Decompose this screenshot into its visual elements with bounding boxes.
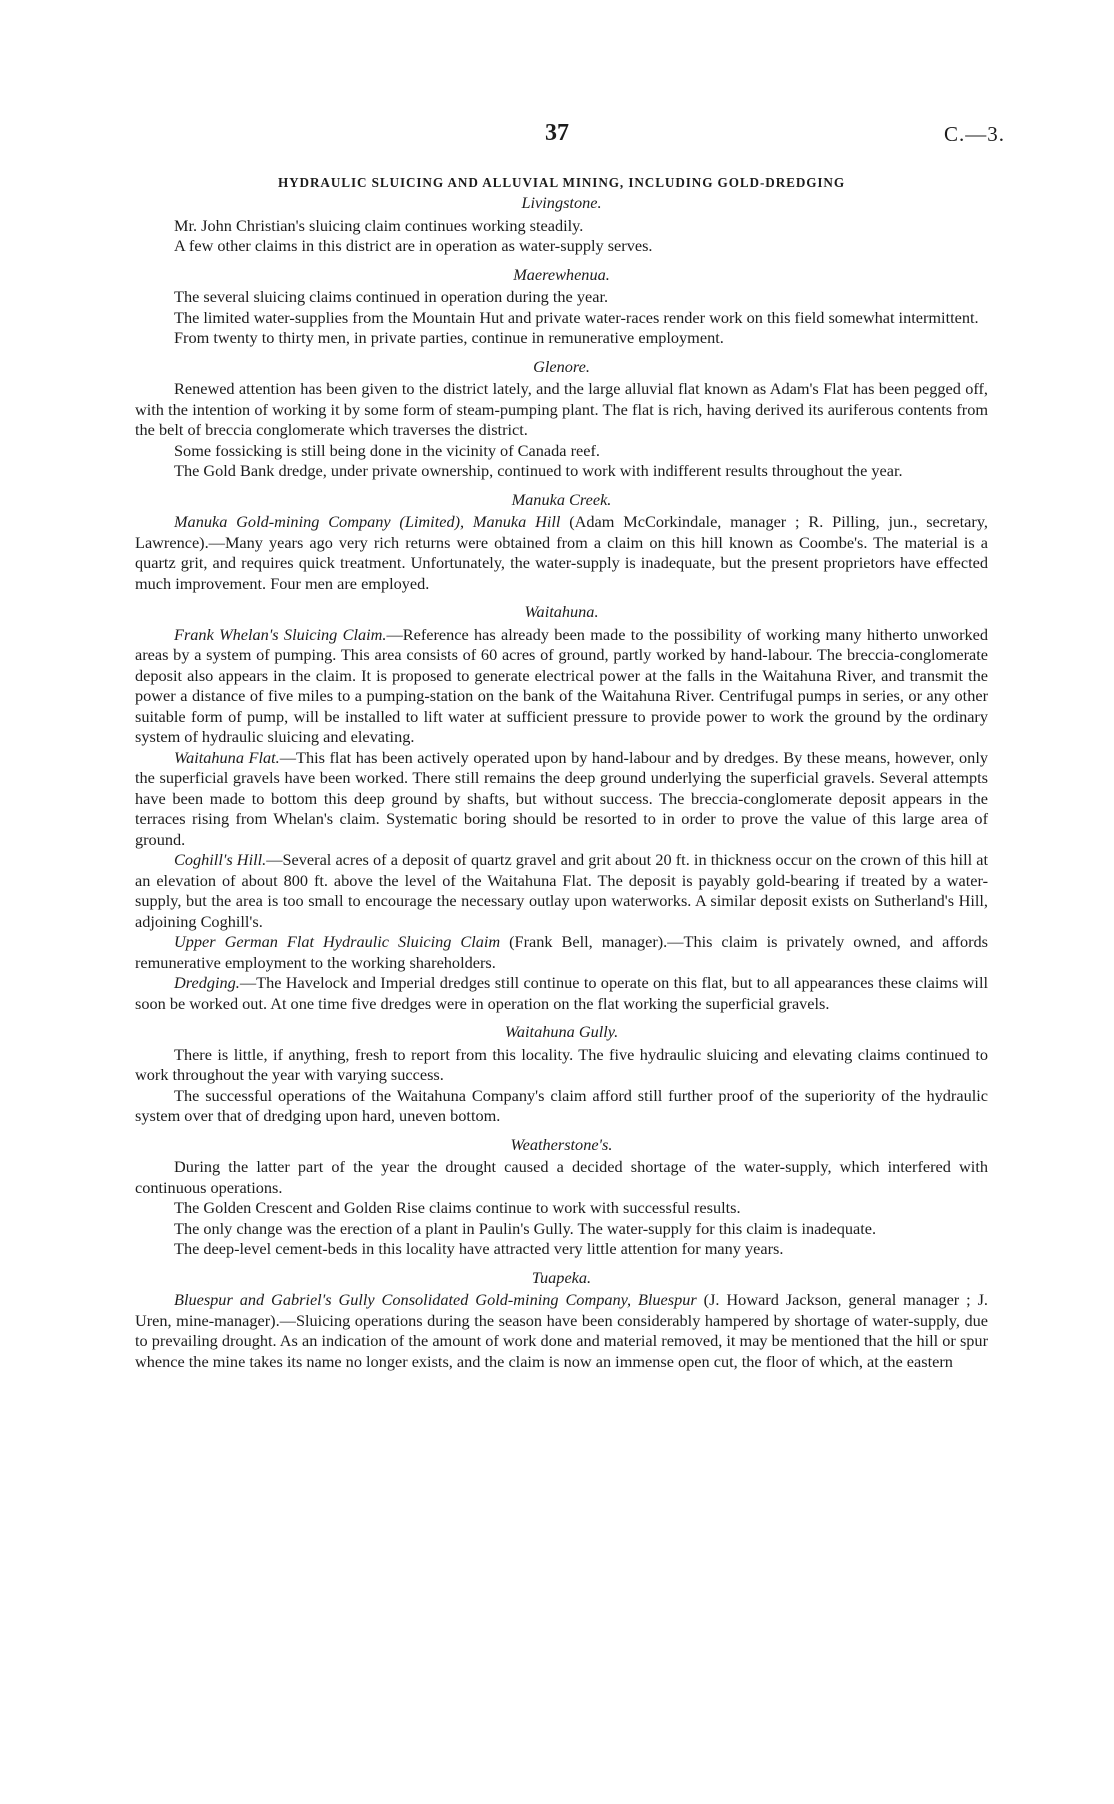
district-section [135, 1022, 988, 1127]
paragraph-text: (J. Howard Jackson, general manager ; J. Uren, mine-manager).—Sluicing operations during the season have been considerably hampered by shortage of water-supply, due to prevailing drought. As an indication of the amount of work done and material removed, it may be mentioned that the hill or spur whence the mine takes its name no longer exists, and the claim is now an immense open cut, the floor of which, at the eastern [135, 1290, 988, 1371]
paragraph-text: There is little, if anything, fresh to report from this locality. The five hydraulic sluicing and elevating claims continued to work throughout the year with varying success. [135, 1044, 988, 1084]
paragraph-lead: Upper German Flat Hydraulic Sluicing Claim [174, 932, 501, 951]
main-heading: HYDRAULIC SLUICING AND ALLUVIAL MINING, INCLUDING GOLD-DREDGING [277, 175, 846, 190]
district-section [135, 357, 988, 482]
document-reference: C.—3. [944, 122, 1006, 146]
paragraph-text: (Frank Bell, manager).—This claim is privately owned, and affords remunerative employment to the working shareholders. [135, 932, 988, 972]
paragraph [135, 1157, 988, 1198]
paragraph [135, 1290, 988, 1372]
paragraph-lead: Dredging. [174, 973, 240, 992]
district-section [135, 602, 988, 1014]
paragraph-text: From twenty to thirty men, in private parties, continue in remunerative employment. [174, 328, 724, 347]
paragraph [135, 441, 988, 462]
paragraph-text: A few other claims in this district are in operation as water-supply serves. [174, 236, 653, 255]
paragraph-text: Some fossicking is still being done in the vicinity of Canada reef. [174, 440, 600, 460]
paragraph [135, 973, 988, 1014]
paragraph-text: The only change was the erection of a plant in Paulin's Gully. The water-supply for this claim is inadequate. [174, 1218, 877, 1238]
paragraph-text: The several sluicing claims continued in operation during the year. [174, 287, 609, 306]
district-title: Waitahuna Gully. [504, 1022, 619, 1041]
paragraph [135, 1045, 988, 1086]
paragraph [135, 216, 988, 237]
district-title: Waitahuna. [524, 602, 599, 621]
district-title: Tuapeka. [531, 1267, 592, 1287]
paragraph [135, 1086, 988, 1127]
paragraph-text: During the latter part of the year the drought caused a decided shortage of the water-supply, which interfered with continuous operations. [135, 1157, 988, 1197]
page-number: 37 [545, 120, 569, 146]
paragraph [135, 1198, 988, 1219]
paragraph [135, 512, 988, 594]
paragraph-text: The successful operations of the Waitahuna Company's claim afford still further proof of the superiority of the hydraulic system over that of dredging upon hard, uneven bottom. [135, 1085, 988, 1125]
paragraph [135, 1219, 988, 1240]
paragraph-text: Mr. John Christian's sluicing claim continues working steadily. [174, 215, 584, 235]
paragraph [135, 287, 988, 308]
paragraph-lead: Waitahuna Flat. [174, 747, 280, 767]
paragraph-text: The limited water-supplies from the Mountain Hut and private water-races render work on this field somewhat intermittent. [174, 307, 979, 327]
paragraph-text: —Reference has already been made to the possibility of working many hitherto unworked areas by a system of pumping. This area consists of 60 acres of ground, partly worked by hand-labour. The breccia-conglomerate deposit also appears in the claim. It is proposed to generate electrical power at the falls in the Waitahuna River, and transmit the power a distance of five miles to a pumping-station on the bank of the Waitahuna River. Centrifugal pumps in series, or any other suitable form of pump, will be installed to lift water at sufficient pressure to provide power to work the ground by the ordinary system of hydraulic sluicing and elevating. [135, 624, 989, 746]
paragraph-lead: Frank Whelan's Sluicing Claim. [174, 624, 387, 644]
paragraph [135, 932, 988, 973]
district-section [135, 490, 988, 595]
district-title: Maerewhenua. [513, 264, 610, 284]
paragraph-text: The Golden Crescent and Golden Rise claims continue to work with successful results. [174, 1198, 741, 1217]
district-section [135, 193, 988, 257]
paragraph-lead: Bluespur and Gabriel's Gully Consolidated Gold-mining Company, Bluespur [174, 1290, 697, 1309]
paragraph [135, 461, 988, 482]
paragraph-text: —The Havelock and Imperial dredges still continue to operate on this flat, but to all appearances these claims will soon be worked out. At one time five dredges were in operation on the flat working the superficial gravels. [135, 973, 988, 1013]
paragraph-text: —Several acres of a deposit of quartz gravel and grit about 20 ft. in thickness occur on the crown of this hill at an elevation of about 800 ft. above the level of the Waitahuna Flat. The deposit is payably gold-bearing if treated by a water-supply, but the area is too small to encourage the necessary outlay upon waterworks. A similar deposit exists on Sutherland's Hill, adjoining Coghill's. [135, 850, 989, 931]
paragraph-text: Renewed attention has been given to the district lately, and the large alluvial flat known as Adam's Flat has been pegged off, with the intention of working it by some form of steam-pumping plant. The flat is rich, having derived its auriferous contents from the belt of breccia conglomerate which traverses the district. [135, 379, 988, 439]
sections-container [135, 193, 988, 1372]
document-body [135, 173, 988, 1372]
paragraph [135, 850, 988, 932]
district-section [135, 1135, 988, 1260]
paragraph-lead: Coghill's Hill. [174, 850, 267, 869]
paragraph [135, 236, 988, 257]
district-title: Weatherstone's. [510, 1134, 613, 1154]
paragraph [135, 1239, 988, 1260]
paragraph [135, 625, 988, 748]
paragraph-text: (Adam McCorkindale, manager ; R. Pilling, jun., secretary, Lawrence).—Many years ago very rich returns were obtained from a claim on this hill known as Coombe's. The material is a quartz grit, and requires quick treatment. Unfortunately, the water-supply is inadequate, but the present proprietors have effected much improvement. Four men are employed. [135, 512, 988, 593]
paragraph [135, 379, 988, 441]
paragraph [135, 328, 988, 349]
paragraph-text: The deep-level cement-beds in this locality have attracted very little attention for many years. [174, 1239, 784, 1258]
district-title: Manuka Creek. [511, 489, 612, 509]
paragraph-text: The Gold Bank dredge, under private ownership, continued to work with indifferent results throughout the year. [174, 461, 903, 480]
paragraph [135, 748, 988, 851]
paragraph [135, 308, 988, 329]
district-section [135, 1268, 988, 1373]
paragraph-text: —This flat has been actively operated upon by hand-labour and by dredges. By these means, however, only the superficial gravels have been worked. There still remains the deep ground underlying the superficial gravels. Several attempts have been made to bottom this deep ground by shafts, but without success. The breccia-conglomerate deposit appears in the terraces rising from Whelan's claim. Systematic boring should be resorted to in order to prove the value of this large area of ground. [135, 747, 988, 849]
district-title: Glenore. [533, 356, 590, 376]
district-section [135, 265, 988, 349]
paragraph-lead: Manuka Gold-mining Company (Limited), Manuka Hill [174, 512, 561, 531]
district-title: Livingstone. [521, 193, 602, 212]
